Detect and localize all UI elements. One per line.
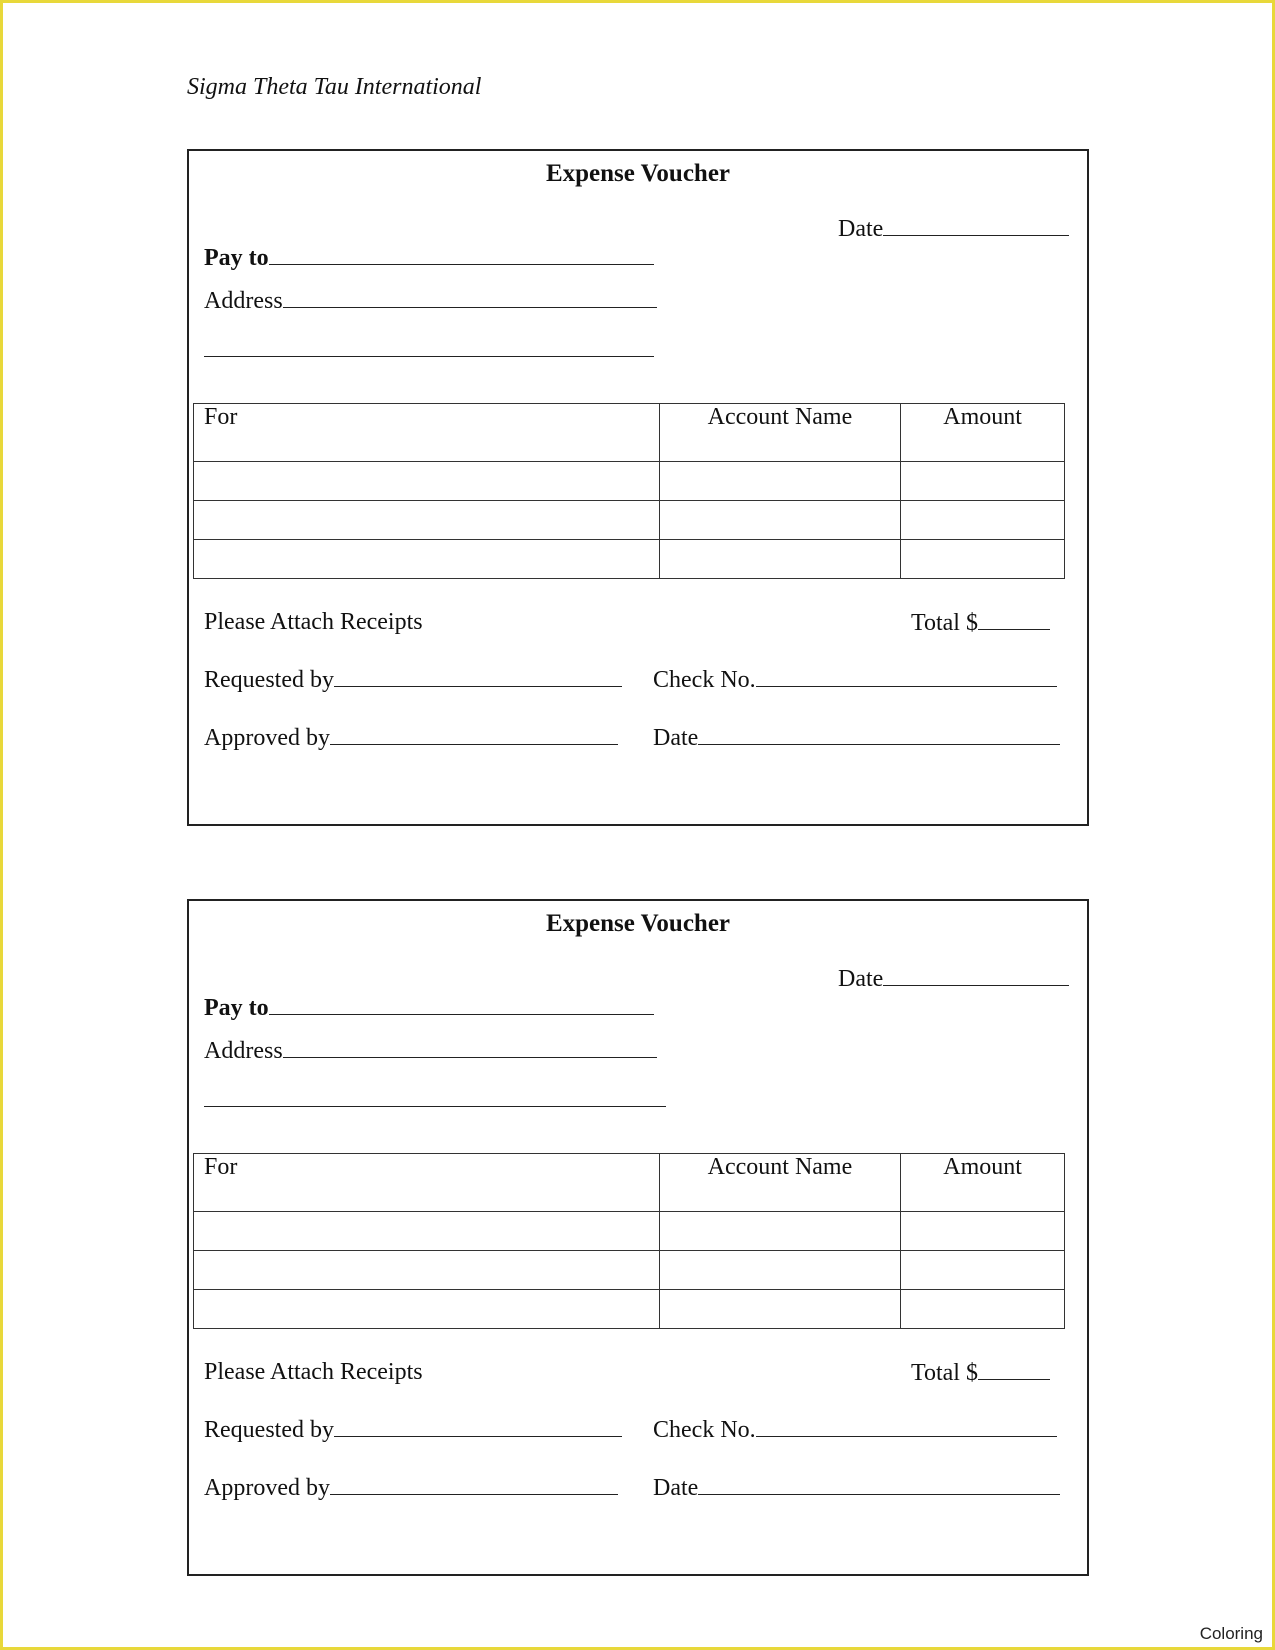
date-field[interactable] <box>838 215 1069 243</box>
address-blank[interactable] <box>283 1037 657 1058</box>
table-header-row <box>194 1154 1065 1212</box>
date-field[interactable] <box>838 965 1069 993</box>
table-row <box>194 1212 1065 1251</box>
approved-by-field[interactable] <box>204 724 618 752</box>
date-label: Date <box>838 216 884 242</box>
cell-amount[interactable] <box>901 501 1065 540</box>
total-label: Total $ <box>911 1360 978 1386</box>
cell-for[interactable] <box>194 501 660 540</box>
date-label: Date <box>838 966 884 992</box>
total-field[interactable] <box>911 1359 1050 1387</box>
cell-account-name[interactable] <box>659 1212 901 1251</box>
voucher-title: Expense Voucher <box>545 160 731 187</box>
address-line-2[interactable] <box>204 356 654 357</box>
approval-date-blank[interactable] <box>698 1474 1060 1495</box>
column-header-amount: Amount <box>901 1154 1065 1212</box>
requested-by-field[interactable] <box>204 666 622 694</box>
date-blank[interactable] <box>883 965 1069 986</box>
date-blank[interactable] <box>883 215 1069 236</box>
expense-table <box>193 1153 1065 1329</box>
table-row <box>194 1290 1065 1329</box>
pay-to-blank[interactable] <box>269 244 654 265</box>
column-header-amount: Amount <box>901 404 1065 462</box>
pay-to-field[interactable] <box>204 244 654 272</box>
pay-to-label: Pay to <box>204 995 269 1021</box>
cell-amount[interactable] <box>901 1251 1065 1290</box>
receipts-note: Please Attach Receipts <box>204 1359 423 1385</box>
address-field[interactable] <box>204 1037 657 1065</box>
approved-by-field[interactable] <box>204 1474 618 1502</box>
table-row <box>194 540 1065 579</box>
requested-by-field[interactable] <box>204 1416 622 1444</box>
check-number-blank[interactable] <box>756 1416 1057 1437</box>
cell-amount[interactable] <box>901 1212 1065 1251</box>
approval-date-label: Date <box>653 725 699 751</box>
approved-by-label: Approved by <box>204 1475 330 1501</box>
total-field[interactable] <box>911 609 1050 637</box>
column-header-account-name: Account Name <box>659 404 901 462</box>
expense-voucher <box>187 149 1089 826</box>
pay-to-field[interactable] <box>204 994 654 1022</box>
check-number-label: Check No. <box>653 1417 756 1443</box>
column-header-for: For <box>194 404 660 462</box>
approval-date-field[interactable] <box>653 1474 1060 1502</box>
cell-account-name[interactable] <box>659 501 901 540</box>
cell-account-name[interactable] <box>659 462 901 501</box>
expense-table <box>193 403 1065 579</box>
address-label: Address <box>204 1038 283 1064</box>
cell-amount[interactable] <box>901 1290 1065 1329</box>
total-blank[interactable] <box>978 1359 1050 1380</box>
cell-for[interactable] <box>194 540 660 579</box>
cell-for[interactable] <box>194 462 660 501</box>
address-label: Address <box>204 288 283 314</box>
column-header-for: For <box>194 1154 660 1212</box>
approved-by-label: Approved by <box>204 725 330 751</box>
voucher-title: Expense Voucher <box>545 910 731 937</box>
organization-name: Sigma Theta Tau International <box>187 74 482 100</box>
table-row <box>194 1251 1065 1290</box>
address-blank[interactable] <box>283 287 657 308</box>
receipts-note: Please Attach Receipts <box>204 609 423 635</box>
requested-by-label: Requested by <box>204 1417 334 1443</box>
cell-account-name[interactable] <box>659 540 901 579</box>
column-header-account-name: Account Name <box>659 1154 901 1212</box>
table-row <box>194 501 1065 540</box>
pay-to-blank[interactable] <box>269 994 654 1015</box>
approval-date-field[interactable] <box>653 724 1060 752</box>
check-number-blank[interactable] <box>756 666 1057 687</box>
requested-by-blank[interactable] <box>334 1416 622 1437</box>
requested-by-blank[interactable] <box>334 666 622 687</box>
approval-date-blank[interactable] <box>698 724 1060 745</box>
cell-amount[interactable] <box>901 540 1065 579</box>
cell-for[interactable] <box>194 1212 660 1251</box>
approved-by-blank[interactable] <box>330 1474 618 1495</box>
requested-by-label: Requested by <box>204 667 334 693</box>
table-header-row <box>194 404 1065 462</box>
cell-amount[interactable] <box>901 462 1065 501</box>
cell-for[interactable] <box>194 1251 660 1290</box>
address-field[interactable] <box>204 287 657 315</box>
check-number-label: Check No. <box>653 667 756 693</box>
total-label: Total $ <box>911 610 978 636</box>
pay-to-label: Pay to <box>204 245 269 271</box>
expense-voucher <box>187 899 1089 1576</box>
watermark-text: Coloring <box>1199 1624 1263 1643</box>
cell-account-name[interactable] <box>659 1290 901 1329</box>
table-row <box>194 462 1065 501</box>
approved-by-blank[interactable] <box>330 724 618 745</box>
cell-for[interactable] <box>194 1290 660 1329</box>
cell-account-name[interactable] <box>659 1251 901 1290</box>
total-blank[interactable] <box>978 609 1050 630</box>
approval-date-label: Date <box>653 1475 699 1501</box>
address-line-2[interactable] <box>204 1106 666 1107</box>
check-number-field[interactable] <box>653 666 1057 694</box>
check-number-field[interactable] <box>653 1416 1057 1444</box>
